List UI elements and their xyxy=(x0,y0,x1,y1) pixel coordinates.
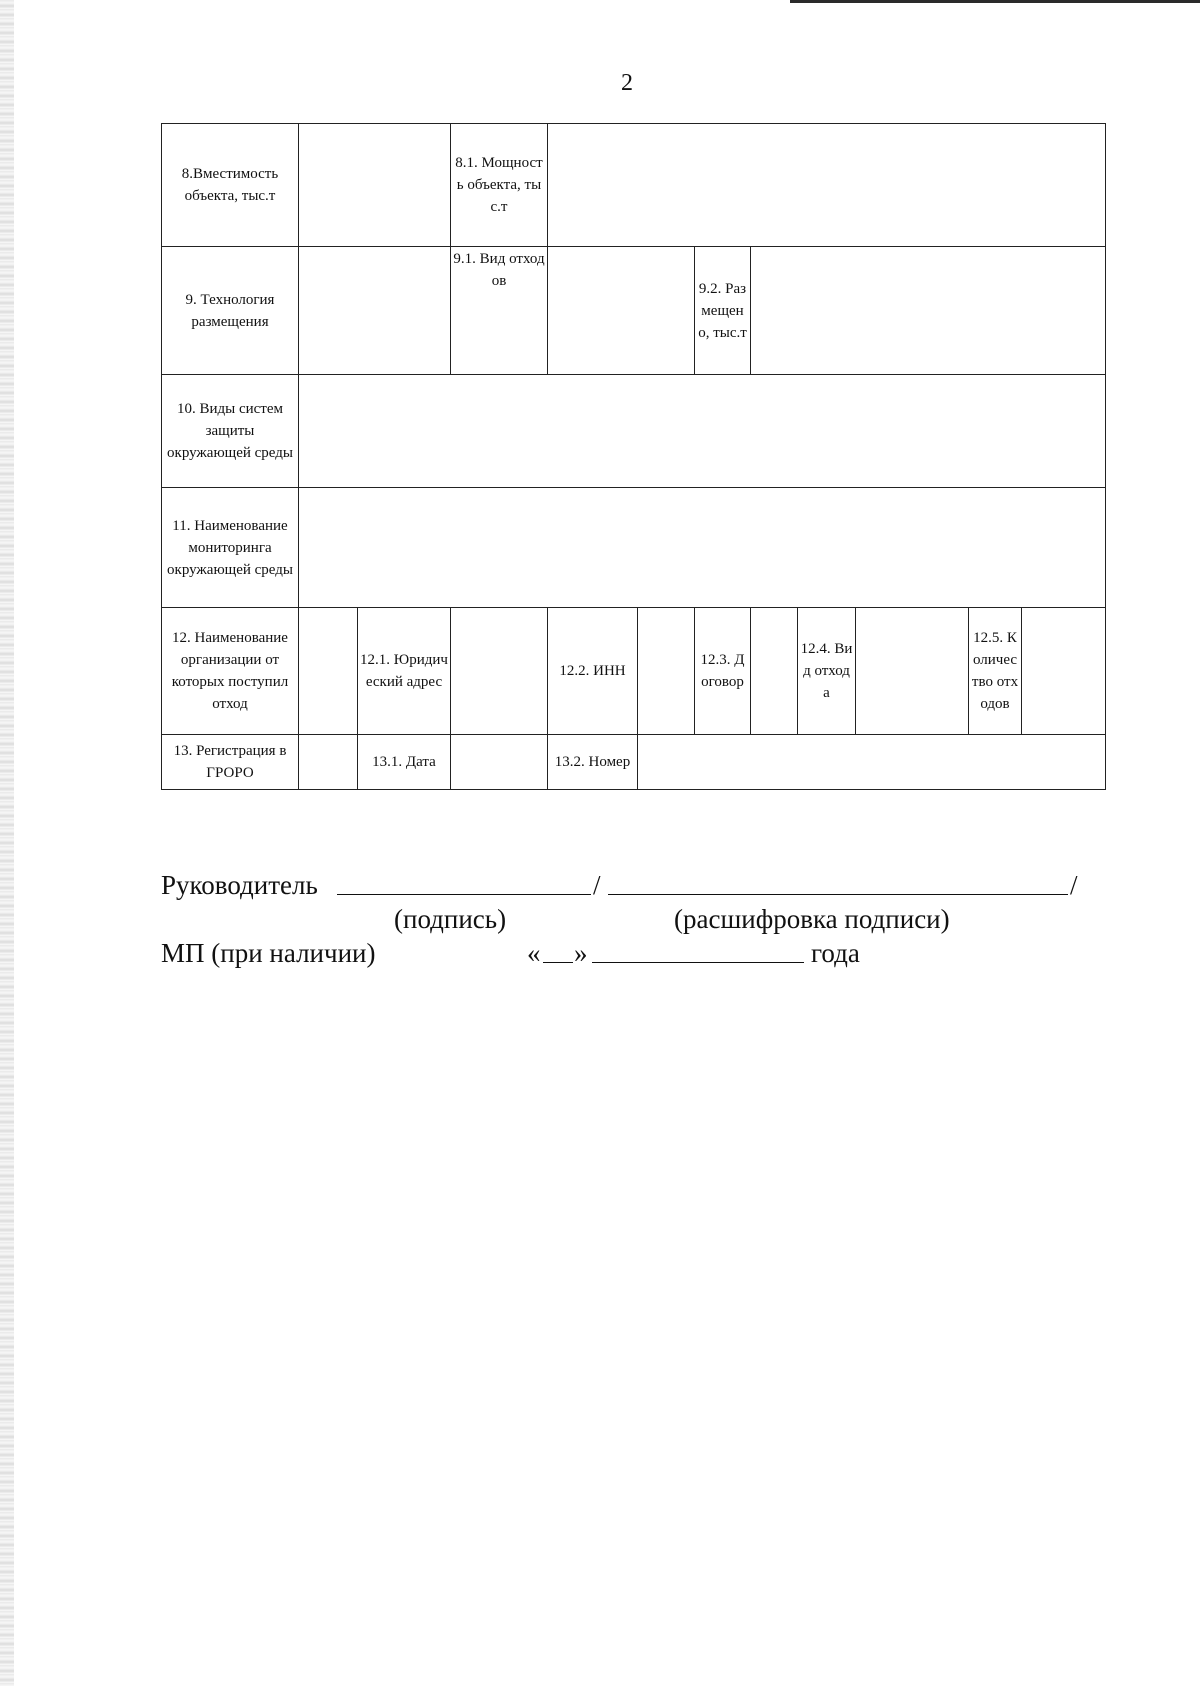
decoding-caption: (расшифровка подписи) xyxy=(674,904,950,934)
row12-label: 12. Наименование организации от которых поступил отход xyxy=(162,608,299,735)
signature-decoding-field[interactable] xyxy=(608,868,1068,903)
row8-sub1-label: 8.1. Мощность объекта, тыс.т xyxy=(451,124,548,247)
stamp-label: МП (при наличии) xyxy=(161,938,376,968)
row10-label: 10. Виды систем защиты окружающей среды xyxy=(162,375,299,488)
row12-sub3-label: 12.3. Договор xyxy=(695,608,751,735)
row8-label: 8.Вместимость объекта, тыс.т xyxy=(162,124,299,247)
row9-sub1-value[interactable] xyxy=(548,247,695,375)
row12-sub4-label: 12.4. Вид отхода xyxy=(798,608,856,735)
row13-sub2-value[interactable] xyxy=(638,735,1106,790)
row12-sub5-label: 12.5. Количество отходов xyxy=(969,608,1022,735)
row9-label: 9. Технология размещения xyxy=(162,247,299,375)
table-row xyxy=(162,488,1106,608)
table-row xyxy=(162,124,1106,247)
row12-sub1-label: 12.1. Юридический адрес xyxy=(358,608,451,735)
signature-caption: (подпись) xyxy=(394,904,507,934)
row11-label: 11. Наименование мониторинга окружающей среды xyxy=(162,488,299,608)
row10-value[interactable] xyxy=(299,375,1106,488)
quote-close: » xyxy=(574,938,588,968)
quote-open: « xyxy=(527,938,541,968)
captions-line xyxy=(161,902,1121,936)
slash-end: / xyxy=(1070,870,1078,900)
table-row xyxy=(162,735,1106,790)
row9-sub2-label: 9.2. Размещено, тыс.т xyxy=(695,247,751,375)
page-number: 2 xyxy=(621,70,633,96)
slash-separator: / xyxy=(593,870,601,900)
scan-left-edge xyxy=(0,0,14,1686)
registry-form-table xyxy=(161,123,1106,790)
row8-sub1-value[interactable] xyxy=(548,124,1106,247)
table-row xyxy=(162,608,1106,735)
row11-value[interactable] xyxy=(299,488,1106,608)
scan-top-edge xyxy=(790,0,1200,3)
row12-value[interactable] xyxy=(299,608,358,735)
row13-sub1-label: 13.1. Дата xyxy=(358,735,451,790)
month-field[interactable] xyxy=(592,936,804,971)
row12-sub5-value[interactable] xyxy=(1022,608,1106,735)
signature-block xyxy=(161,868,1121,970)
row13-label: 13. Регистрация в ГРОРО xyxy=(162,735,299,790)
row13-value[interactable] xyxy=(299,735,358,790)
head-signature-line xyxy=(161,868,1121,902)
row9-value[interactable] xyxy=(299,247,451,375)
row9-sub1-label: 9.1. Вид отходов xyxy=(451,247,548,375)
stamp-date-line xyxy=(161,936,1121,970)
row12-sub3-value[interactable] xyxy=(751,608,798,735)
signature-field[interactable] xyxy=(337,868,591,903)
row9-sub2-value[interactable] xyxy=(751,247,1106,375)
row12-sub2-label: 12.2. ИНН xyxy=(548,608,638,735)
row13-sub2-label: 13.2. Номер xyxy=(548,735,638,790)
row8-value[interactable] xyxy=(299,124,451,247)
row12-sub2-value[interactable] xyxy=(638,608,695,735)
row12-sub4-value[interactable] xyxy=(856,608,969,735)
table-row xyxy=(162,375,1106,488)
year-word: года xyxy=(811,938,860,968)
row12-sub1-value[interactable] xyxy=(451,608,548,735)
day-field[interactable] xyxy=(543,936,573,971)
head-label: Руководитель xyxy=(161,870,318,900)
row13-sub1-value[interactable] xyxy=(451,735,548,790)
table-row xyxy=(162,247,1106,375)
